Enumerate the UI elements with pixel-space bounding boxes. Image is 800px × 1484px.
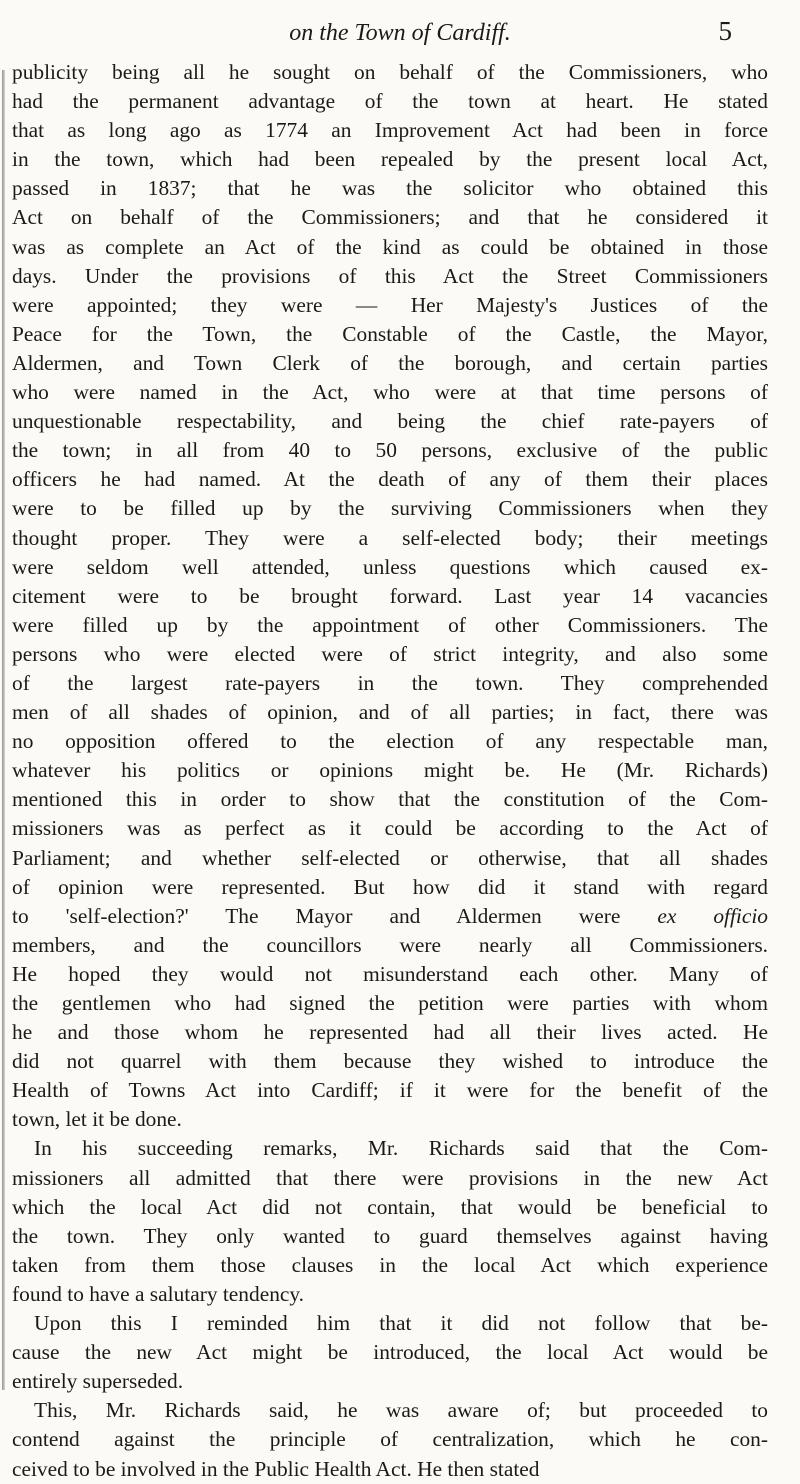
text-line: that as long ago as 1774 an Improvement Act had been in force xyxy=(12,118,768,143)
text-line: to 'self-election?' The Mayor and Aldermen were ex officio xyxy=(12,903,768,928)
text-line: men of all shades of opinion, and of all parties; in fact, there was xyxy=(12,700,768,725)
text-line: were to be filled up by the surviving Commissioners when they xyxy=(12,496,768,521)
text-line: who were named in the Act, who were at that time persons of xyxy=(12,380,768,405)
text-line: unquestionable respectability, and being the chief rate-payers of xyxy=(12,409,768,434)
text-line: were seldom well attended, unless questions which caused ex- xyxy=(12,554,768,579)
text-line: mentioned this in order to show that the constitution of the Com- xyxy=(12,787,768,812)
text-line: whatever his politics or opinions might be. He (Mr. Richards) xyxy=(12,758,768,783)
text-line: town, let it be done. xyxy=(12,1107,182,1132)
text-line: taken from them those clauses in the local Act which experience xyxy=(12,1252,768,1277)
text-line: he and those whom he represented had all their lives acted. He xyxy=(12,1020,768,1045)
page-header xyxy=(0,14,800,54)
text-line: did not quarrel with them because they wished to introduce the xyxy=(12,1049,768,1074)
paragraph xyxy=(12,1134,768,1309)
text-line: In his succeeding remarks, Mr. Richards said that the Com- xyxy=(34,1136,768,1161)
text-line: were filled up by the appointment of other Commissioners. The xyxy=(12,612,768,637)
text-line: He hoped they would not misunderstand each other. Many of xyxy=(12,961,768,986)
text-line: Aldermen, and Town Clerk of the borough, and certain parties xyxy=(12,350,768,375)
text-line: contend against the principle of centralization, which he con- xyxy=(12,1427,768,1452)
text-line: missioners all admitted that there were provisions in the new Act xyxy=(12,1165,768,1190)
text-line: had the permanent advantage of the town at heart. He stated xyxy=(12,89,768,114)
text-line: days. Under the provisions of this Act the Street Commissioners xyxy=(12,263,768,288)
text-line: Peace for the Town, the Constable of the Castle, the Mayor, xyxy=(12,321,768,346)
text-line: of the largest rate-payers in the town. They comprehended xyxy=(12,670,768,695)
text-line: passed in 1837; that he was the solicitor who obtained this xyxy=(12,176,768,201)
text-line: publicity being all he sought on behalf of the Commissioners, who xyxy=(12,60,768,84)
text-line: found to have a salutary tendency. xyxy=(12,1281,305,1306)
text-line: Parliament; and whether self-elected or otherwise, that all shades xyxy=(12,845,768,870)
page-number: 5 xyxy=(718,16,732,46)
text-line: officers he had named. At the death of any of them their places xyxy=(12,467,768,492)
text-line: entirely superseded. xyxy=(12,1369,184,1394)
paragraph xyxy=(12,58,768,1134)
text-line: the town; in all from 40 to 50 persons, exclusive of the public xyxy=(12,438,768,463)
text-line: members, and the councillors were nearly all Commissioners. xyxy=(12,932,768,957)
text-line: Act on behalf of the Commissioners; and that he considered it xyxy=(12,205,768,230)
text-line: Upon this I reminded him that it did not follow that be- xyxy=(34,1311,768,1336)
text-line: no opposition offered to the election of any respectable man, xyxy=(12,729,768,754)
text-line: cause the new Act might be introduced, the local Act would be xyxy=(12,1340,768,1365)
text-line: ceived to be involved in the Public Health Act. He then stated xyxy=(12,1456,540,1481)
binding-gutter-shadow xyxy=(2,70,5,1390)
text-line: the gentlemen who had signed the petition were parties with whom xyxy=(12,991,768,1015)
text-line: persons who were elected were of strict integrity, and also some xyxy=(12,641,768,666)
text-line: which the local Act did not contain, that would be beneficial to xyxy=(12,1194,768,1219)
text-line: missioners was as perfect as it could be according to the Act of xyxy=(12,816,768,841)
text-line: This, Mr. Richards said, he was aware of; but proceeded to xyxy=(34,1398,768,1423)
running-title: on the Town of Cardiff. xyxy=(289,20,511,46)
text-line: citement were to be brought forward. Last year 14 vacancies xyxy=(12,583,768,608)
text-line: of opinion were represented. But how did it stand with regard xyxy=(12,874,768,899)
text-line: in the town, which had been repealed by the present local Act, xyxy=(12,147,768,172)
text-line: the town. They only wanted to guard themselves against having xyxy=(12,1223,768,1248)
text-line: Health of Towns Act into Cardiff; if it were for the benefit of the xyxy=(12,1078,768,1103)
paragraph xyxy=(12,1396,768,1483)
body-text xyxy=(12,58,768,1484)
paragraph xyxy=(12,1309,768,1396)
text-line: was as complete an Act of the kind as could be obtained in those xyxy=(12,234,768,259)
text-line: were appointed; they were — Her Majesty's Justices of the xyxy=(12,292,768,317)
text-line: thought proper. They were a self-elected body; their meetings xyxy=(12,525,768,550)
